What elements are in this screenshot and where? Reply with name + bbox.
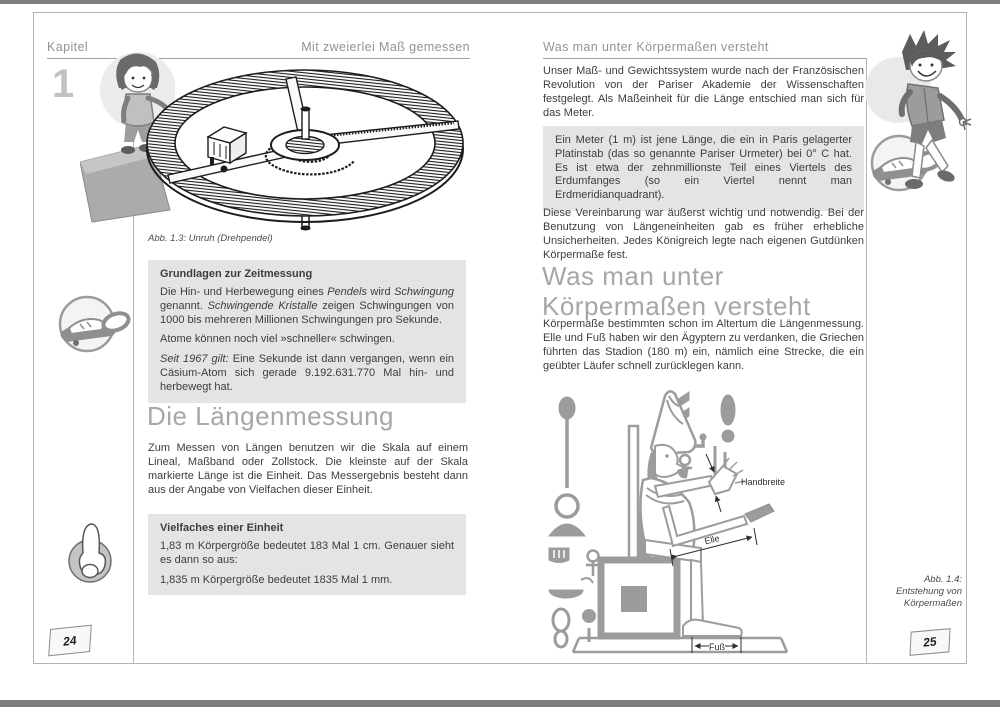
chapter-label: Kapitel [47, 40, 89, 54]
box-paragraph: 1,83 m Körpergröße bedeutet 183 Mal 1 cm. Genauer sieht es dann so aus: [160, 540, 454, 566]
label-handbreite: Handbreite [741, 477, 786, 487]
label-elle: Elle [703, 533, 721, 547]
chapter-number: 1 [52, 62, 75, 106]
page-number-left: 24 [48, 625, 92, 657]
page-number-right: 25 [909, 628, 950, 656]
thumb-icon [64, 518, 116, 586]
boy-character-illustration [862, 26, 977, 206]
bottom-edge-bar [0, 700, 1000, 707]
box-paragraph: Atome können noch viel »schneller« schwingen. [160, 333, 395, 346]
time-measurement-box [148, 260, 466, 403]
meter-definition-box [543, 126, 864, 211]
unit-multiple-box [148, 514, 466, 595]
body-paragraph-right: Körpermaße bestimmten schon im Altertum die Längenmessung. Elle und Fuß haben wir den Ägyptern zu verdanken, die Griechen führten das Stadion (180 m) ein, nämlich eine Strecke, die ein geübter Läufer schnell zurücklegen kann. [543, 318, 864, 372]
intro-paragraph: Unser Maß- und Gewichtssystem wurde nach der Französischen Revolution von der Pariser Akademie der Wissenschaften festgelegt. Als Maßeinheit für die Länge entschied man sich für das Meter. [543, 65, 864, 119]
section-heading-laengenmessung: Die Längenmessung [147, 401, 394, 431]
box-title: Grundlagen zur Zeitmessung [160, 268, 313, 280]
top-edge-bar [0, 0, 1000, 4]
agreement-paragraph: Diese Vereinbarung war äußerst wichtig und notwendig. Bei der Benutzung von Längeneinheiten gab es früher erhebliche Unsicherheiten. Jedes Königreich legte nach eigenen Gutdünken Körpermaße fest. [543, 207, 864, 261]
flat-hand [745, 504, 774, 522]
box-paragraph: Seit 1967 gilt: Eine Sekunde ist dann vergangen, wenn ein Cäsium-Atom sich gerade 9.192.631.770 Mal hin- und herbewegt hat. [160, 353, 455, 393]
foot [683, 620, 742, 636]
running-head-left: Mit zweierlei Maß gemessen [301, 40, 470, 54]
shin [691, 560, 703, 626]
label-fuss: Fuß [708, 642, 726, 652]
egyptian-body-measures-figure [543, 390, 815, 662]
shoe-icon [56, 291, 132, 359]
box-title: Vielfaches einer Einheit [160, 522, 284, 534]
box-paragraph: 1,835 m Körpergröße bedeutet 1835 Mal 1 mm. [160, 573, 393, 586]
running-head-right: Was man unter Körpermaßen versteht [543, 40, 769, 54]
extended-arm [655, 476, 714, 497]
center-pin [302, 109, 309, 139]
box-paragraph: Ein Meter (1 m) ist jene Länge, die ein in Paris gelagerter Platinstab (das so genannte Pariser Urmeter) bei 0° C hat. Es ist etwa der zehnmillionste Teil eines Viertels des Erdumfanges (so ein Viertel nennt man Erdmeridianquadrant). [555, 134, 852, 202]
figure-1-4-caption: Abb. 1.4: Entstehung von Körpermaßen [895, 574, 962, 609]
body-paragraph-left: Zum Messen von Längen benutzen wir die Skala auf einem Lineal, Maßband oder Zollstock. Die kleinste auf der Skala markierte Länge ist die Einheit. Das Messergebnis besteht dann aus der Angabe von Vielfachen dieser Einheit. [148, 442, 468, 496]
section-heading-koerpermasse: Was man unter Körpermaßen versteht [542, 261, 811, 321]
balance-wheel-figure [140, 57, 470, 232]
hieroglyph-column [549, 397, 600, 647]
header-rule-right [543, 58, 866, 59]
box-paragraph: Die Hin- und Herbewegung eines Pendels wird Schwingung genannt. Schwingende Kristalle zeigen Schwingungen von 1000 bis mehreren Millionen Schwingungen pro Sekunde. [160, 286, 455, 326]
figure-1-3-caption: Abb. 1.3: Unruh (Drehpendel) [148, 233, 273, 244]
platform [573, 638, 787, 652]
